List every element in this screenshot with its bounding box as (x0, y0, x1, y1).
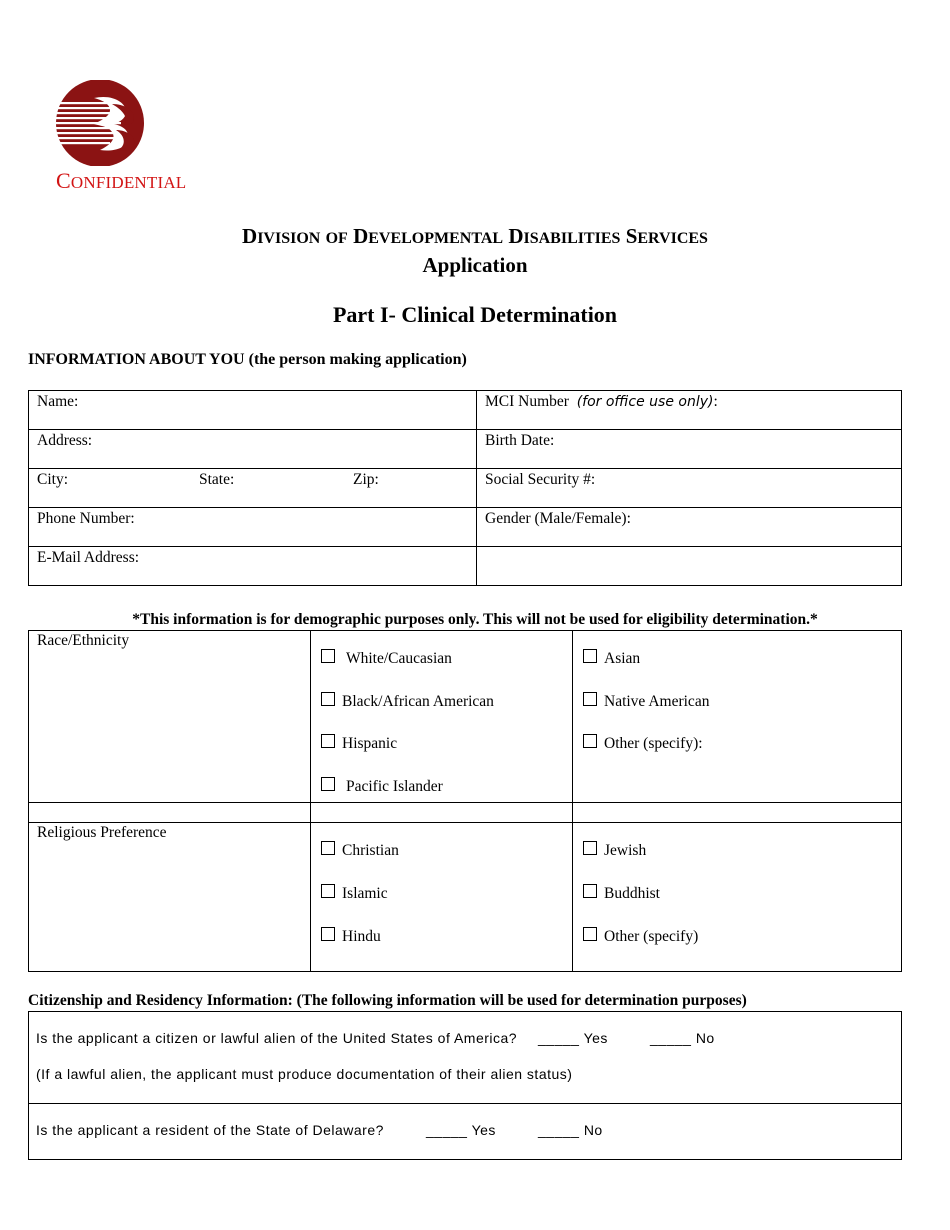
address-field[interactable]: Address: (29, 430, 477, 469)
checkbox-icon[interactable] (583, 841, 597, 855)
checkbox-icon[interactable] (583, 692, 597, 706)
religion-option-jewish[interactable]: Jewish (583, 842, 646, 860)
resident-yes-blank[interactable]: _____ Yes (426, 1122, 496, 1138)
citizenship-title: Citizenship and Residency Information: (The following information will be used for determination purposes) (28, 992, 747, 1009)
race-option-pacific-islander[interactable]: Pacific Islander (321, 778, 443, 796)
email-field[interactable]: E-Mail Address: (29, 547, 477, 586)
religion-option-christian[interactable]: Christian (321, 842, 399, 860)
race-option-other[interactable]: Other (specify): (583, 735, 703, 753)
checkbox-icon[interactable] (321, 841, 335, 855)
mci-number-field[interactable]: MCI Number (for office use only): (477, 391, 902, 430)
alien-status-note: (If a lawful alien, the applicant must produce documentation of their alien status) (36, 1066, 573, 1082)
race-option-black[interactable]: Black/African American (321, 693, 494, 711)
religion-option-buddhist[interactable]: Buddhist (583, 885, 660, 903)
info-section-title: INFORMATION ABOUT YOU (the person making application) (28, 351, 467, 368)
citizen-yes-blank[interactable]: _____ Yes (538, 1030, 608, 1046)
citizen-no-blank[interactable]: _____ No (650, 1030, 715, 1046)
resident-no-blank[interactable]: _____ No (538, 1122, 603, 1138)
checkbox-icon[interactable] (321, 649, 335, 663)
race-option-white[interactable]: White/Caucasian (321, 650, 452, 668)
checkbox-icon[interactable] (583, 734, 597, 748)
resident-question: Is the applicant a resident of the State of Delaware? (36, 1122, 384, 1138)
religion-label: Religious Preference (37, 824, 167, 841)
division-logo (54, 80, 146, 166)
religion-option-islamic[interactable]: Islamic (321, 885, 388, 903)
checkbox-icon[interactable] (321, 777, 335, 791)
checkbox-icon[interactable] (321, 927, 335, 941)
ssn-field[interactable]: Social Security #: (477, 469, 902, 508)
city-state-zip-field[interactable]: City: State: Zip: (29, 469, 477, 508)
religion-option-other[interactable]: Other (specify) (583, 928, 698, 946)
part-title: Part I- Clinical Determination (332, 302, 618, 327)
division-title: DIVISION OF DEVELOPMENTAL DISABILITIES SERVICES (242, 224, 708, 248)
divider (28, 822, 902, 823)
gender-field[interactable]: Gender (Male/Female): (477, 508, 902, 547)
divider (28, 1103, 902, 1104)
confidential-label: CONFIDENTIAL (56, 168, 187, 193)
divider (28, 802, 902, 803)
checkbox-icon[interactable] (583, 884, 597, 898)
race-option-asian[interactable]: Asian (583, 650, 640, 668)
religion-option-hindu[interactable]: Hindu (321, 928, 381, 946)
checkbox-icon[interactable] (321, 692, 335, 706)
checkbox-icon[interactable] (583, 649, 597, 663)
divider (310, 630, 311, 972)
race-label: Race/Ethnicity (37, 632, 130, 649)
application-title: Application (422, 253, 528, 277)
demographics-table (28, 630, 902, 972)
phone-field[interactable]: Phone Number: (29, 508, 477, 547)
checkbox-icon[interactable] (321, 734, 335, 748)
birth-date-field[interactable]: Birth Date: (477, 430, 902, 469)
checkbox-icon[interactable] (583, 927, 597, 941)
divider (572, 630, 573, 972)
demographic-note: *This information is for demographic purposes only. This will not be used for eligibility determination.* (132, 611, 818, 628)
empty-cell (477, 547, 902, 586)
race-option-hispanic[interactable]: Hispanic (321, 735, 397, 753)
checkbox-icon[interactable] (321, 884, 335, 898)
name-field[interactable]: Name: (29, 391, 477, 430)
applicant-info-table (28, 390, 902, 586)
race-option-native-american[interactable]: Native American (583, 693, 709, 711)
citizen-question: Is the applicant a citizen or lawful alien of the United States of America? (36, 1030, 518, 1046)
